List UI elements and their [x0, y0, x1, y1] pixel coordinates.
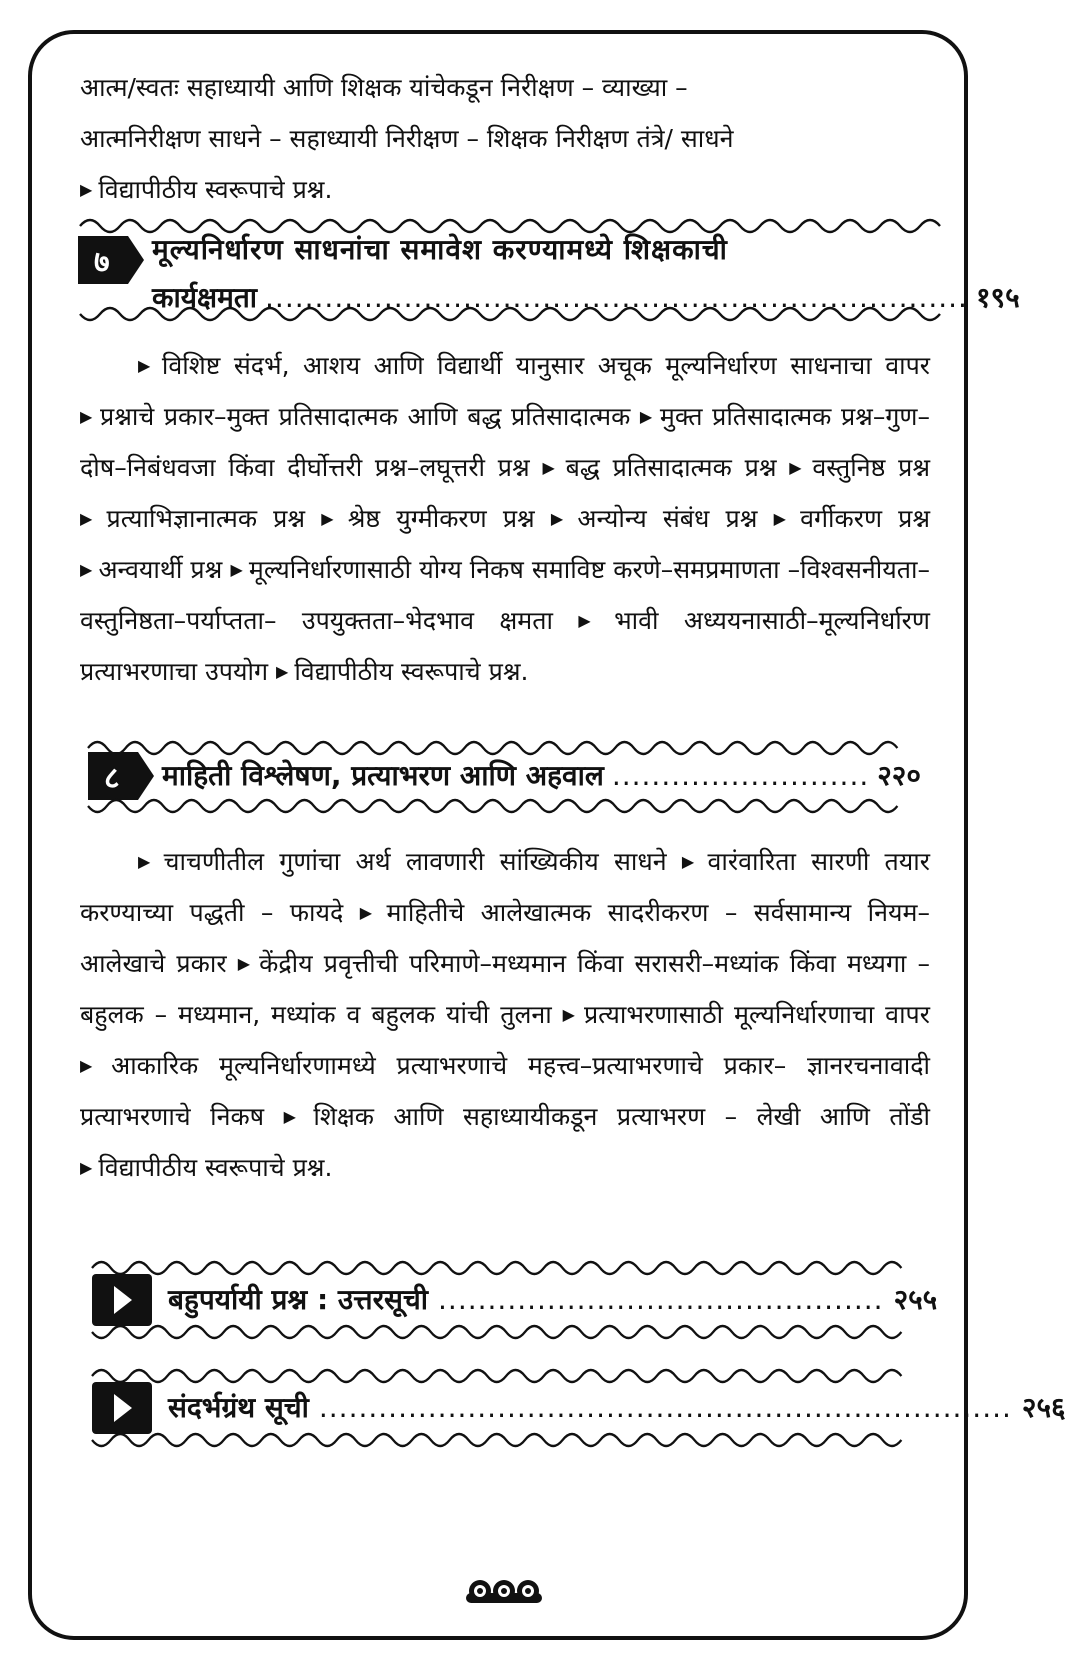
leader-dots: .......................................................................	[265, 281, 968, 314]
wave-divider	[92, 1330, 892, 1346]
appendix-mcq-badge	[92, 1274, 152, 1326]
topic-item: प्रत्याभरणासाठी मूल्यनिर्धारणाचा वापर	[583, 1000, 930, 1029]
chapter8-topics: ▶ चाचणीतील गुणांचा अर्थ लावणारी सांख्यिकीय साधने ▶ वारंवारिता सारणी तयार करण्याच्या पद्धती – फायदे ▶ माहितीचे आलेखात्मक सादरीकरण – सर्वसामान्य नियम– आलेखाचे प्रकार ▶ केंद्रीय प्रवृत्तीची परिमाणे–मध्यमान किंवा सरासरी–मध्यांक किंवा मध्यगा – बहुलक – मध्यमान, मध्यांक व बहुलक यांची तुलना ▶ प्रत्याभरणासाठी मूल्यनिर्धारणाचा वापर ▶ आकारिक मूल्यनिर्धारणामध्ये प्रत्याभरणाचे महत्त्व–प्रत्याभरणाचे प्रकार– ज्ञानरचनावादी प्रत्याभरणाचे निकष ▶ शिक्षक आणि सहाध्यायीकडून प्रत्याभरण – लेखी आणि तोंडी ▶ विद्यापीठीय स्वरूपाचे प्रश्न.	[80, 847, 931, 1182]
topic-item: चाचणीतील गुणांचा अर्थ लावणारी सांख्यिकीय साधने	[163, 847, 667, 876]
topic-item: प्रश्नाचे प्रकार–मुक्त प्रतिसादात्मक आणि बद्ध प्रतिसादात्मक	[99, 402, 631, 431]
wave-divider	[92, 1438, 892, 1454]
topic-item: विद्यापीठीय स्वरूपाचे प्रश्न.	[98, 1153, 333, 1182]
appendix-references-badge	[92, 1382, 152, 1434]
chapter8-number: ८	[104, 761, 120, 796]
wave-divider	[88, 804, 888, 820]
footer-ornament-icon	[464, 1577, 544, 1605]
topic-item: प्रत्याभिज्ञानात्मक प्रश्न	[106, 504, 306, 533]
leader-dots: .............................................	[438, 1283, 884, 1316]
chapter7-number: ७	[94, 245, 110, 280]
topic-item: शिक्षक आणि सहाध्यायीकडून प्रत्याभरण – लेखी आणि तोंडी	[313, 1102, 931, 1131]
topic-item: वारंवारिता सारणी तयार करण्याच्या पद्धती – फायदे	[80, 847, 930, 927]
wave-divider	[88, 734, 888, 750]
topic-item: वस्तुनिष्ठ प्रश्न	[812, 453, 930, 482]
topic-item: मुक्त प्रतिसादात्मक प्रश्न–गुण–दोष–निबंधवजा किंवा दीर्घोत्तरी प्रश्न–लघूत्तरी प्रश्न	[80, 402, 930, 482]
leader-dots: ..........................	[611, 759, 870, 792]
chapter7-number-badge	[78, 236, 144, 284]
play-arrow-icon	[92, 1382, 152, 1434]
chapter7-topics: ▶ विशिष्ट संदर्भ, आशय आणि विद्यार्थी यानुसार अचूक मूल्यनिर्धारण साधनाचा वापर ▶ प्रश्नाचे प्रकार–मुक्त प्रतिसादात्मक आणि बद्ध प्रतिसादात्मक ▶ मुक्त प्रतिसादात्मक प्रश्न–गुण–दोष–निबंधवजा किंवा दीर्घोत्तरी प्रश्न–लघूत्तरी प्रश्न ▶ बद्ध प्रतिसादात्मक प्रश्न ▶ वस्तुनिष्ठ प्रश्न ▶ प्रत्याभिज्ञानात्मक प्रश्न ▶ श्रेष्ठ युग्मीकरण प्रश्न ▶ अन्योन्य संबंध प्रश्न ▶ वर्गीकरण प्रश्न ▶ अन्वयार्थी प्रश्न ▶ मूल्यनिर्धारणासाठी योग्य निकष समाविष्ट करणे–समप्रमाणता –विश्वसनीयता–वस्तुनिष्ठता–पर्याप्तता– उपयुक्तता–भेदभाव क्षमता ▶ भावी अध्ययनासाठी–मूल्यनिर्धारण प्रत्याभरणाचा उपयोग ▶ विद्यापीठीय स्वरूपाचे प्रश्न.	[80, 351, 931, 686]
section6-line3: ▶ विद्यापीठीय स्वरूपाचे प्रश्न.	[80, 175, 333, 204]
badge-shape-icon	[88, 752, 154, 800]
topic-item: श्रेष्ठ युग्मीकरण प्रश्न	[347, 504, 535, 533]
chapter8-title: माहिती विश्लेषण, प्रत्याभरण आणि अहवाल	[162, 759, 604, 792]
wave-divider	[92, 1362, 892, 1378]
mcq-page-number: २५५	[893, 1283, 938, 1316]
chapter7-page-number: १९५	[975, 281, 1020, 314]
wave-divider	[92, 1254, 892, 1270]
chapter8-page-number: २२०	[877, 759, 921, 792]
leader-dots: ......................................................................	[318, 1391, 1012, 1424]
chapter7-title-line2: कार्यक्षमता	[152, 281, 258, 314]
chapter7-title-line1: मूल्यनिर्धारण साधनांचा समावेश करण्यामध्ये शिक्षकाची	[152, 233, 728, 266]
topic-item: आकारिक मूल्यनिर्धारणामध्ये प्रत्याभरणाचे महत्त्व–प्रत्याभरणाचे प्रकार– ज्ञानरचनावादी प्रत्याभरणाचे निकष	[80, 1051, 930, 1131]
topic-item: बद्ध प्रतिसादात्मक प्रश्न	[565, 453, 777, 482]
chapter8-heading[interactable]	[162, 752, 921, 800]
topic-item: अन्वयार्थी प्रश्न	[98, 555, 223, 584]
mcq-title: बहुपर्यायी प्रश्न : उत्तरसूची	[168, 1283, 429, 1316]
topic-item: मूल्यनिर्धारणासाठी योग्य निकष समाविष्ट करणे–समप्रमाणता –विश्वसनीयता–वस्तुनिष्ठता–पर्याप्तता– उपयुक्तता–भेदभाव क्षमता	[80, 555, 931, 635]
references-title: संदर्भग्रंथ सूची	[168, 1391, 309, 1424]
topic-item: विशिष्ट संदर्भ, आशय आणि विद्यार्थी यानुसार अचूक मूल्यनिर्धारण साधनाचा वापर	[161, 351, 931, 380]
badge-shape-icon	[78, 236, 144, 284]
section6-line1: आत्म/स्वतः सहाध्यायी आणि शिक्षक यांचेकडून निरीक्षण – व्याख्या –	[80, 73, 688, 102]
topic-item: भावी अध्ययनासाठी–मूल्यनिर्धारण प्रत्याभरणाचा उपयोग	[80, 606, 930, 686]
references-page-number: २५६	[1021, 1391, 1066, 1424]
section6-tail	[80, 62, 930, 215]
topic-item: विद्यापीठीय स्वरूपाचे प्रश्न.	[294, 657, 529, 686]
appendix-references-heading[interactable]	[168, 1384, 1066, 1432]
topic-item: माहितीचे आलेखात्मक सादरीकरण – सर्वसामान्य नियम– आलेखाचे प्रकार	[80, 898, 930, 978]
appendix-mcq-heading[interactable]	[168, 1276, 938, 1324]
wave-divider	[80, 312, 930, 328]
topic-item: केंद्रीय प्रवृत्तीची परिमाणे–मध्यमान किंवा सरासरी–मध्यांक किंवा मध्यगा – बहुलक – मध्यमान, मध्यांक व बहुलक यांची तुलना	[80, 949, 930, 1029]
topic-item: वर्गीकरण प्रश्न	[800, 504, 931, 533]
triangle-bullet-icon: ▶	[80, 180, 93, 199]
section6-line2: आत्मनिरीक्षण साधने – सहाध्यायी निरीक्षण – शिक्षक निरीक्षण तंत्रे/ साधने	[80, 124, 734, 153]
play-arrow-icon	[92, 1274, 152, 1326]
topic-item: अन्योन्य संबंध प्रश्न	[577, 504, 758, 533]
chapter8-number-badge	[88, 752, 154, 800]
